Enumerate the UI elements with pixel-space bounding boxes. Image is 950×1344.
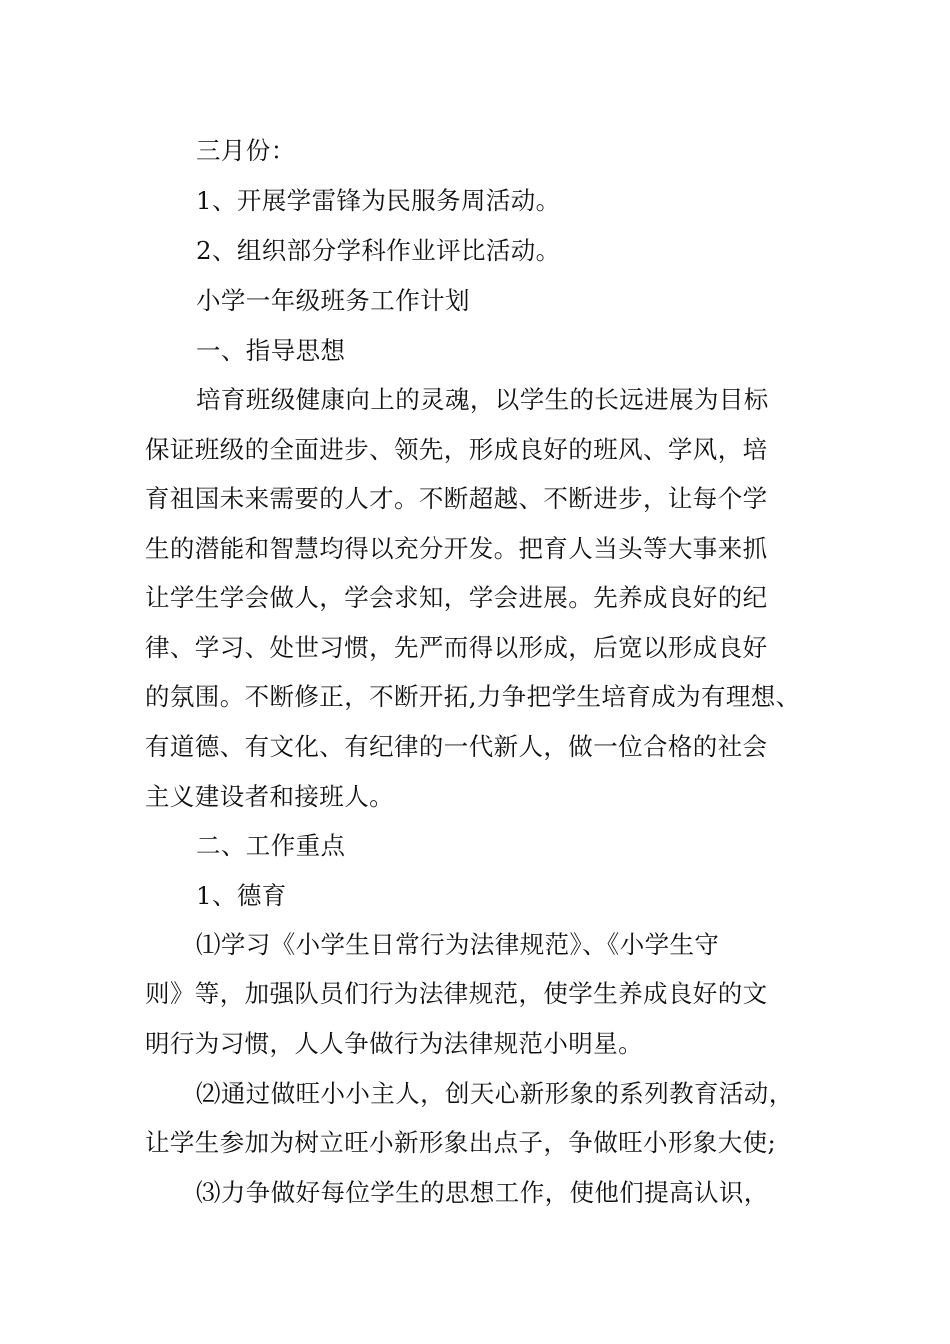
text-line: 让学生参加为树立旺小新形象出点子，争做旺小形象大使; — [145, 1128, 777, 1157]
text-line: 让学生学会做人，学会求知，学会进展。先养成良好的纪 — [145, 583, 768, 612]
text-line: 明行为习惯，人人争做行为法律规范小明星。 — [145, 1029, 643, 1058]
text-line: 培育班级健康向上的灵魂，以学生的长远进展为目标 — [196, 385, 769, 414]
text-line: 保证班级的全面进步、领先，形成良好的班风、学风，培 — [145, 435, 768, 464]
text-line: 一、指导思想 — [196, 336, 346, 365]
text-line: 2、组织部分学科作业评比活动。 — [196, 236, 561, 265]
text-line: 生的潜能和智慧均得以充分开发。把育人当头等大事来抓 — [145, 534, 768, 563]
text-line: 的氛围。不断修正，不断开拓,力争把学生培育成为有理想、 — [145, 682, 801, 711]
text-line: 三月份： — [196, 136, 296, 165]
text-line: 1、德育 — [196, 881, 287, 910]
text-line: ⑵通过做旺小小主人，创天心新形象的系列教育活动， — [196, 1079, 794, 1108]
text-line: 律、学习、处世习惯，先严而得以形成，后宽以形成良好 — [145, 633, 768, 662]
text-line: 1、开展学雷锋为民服务周活动。 — [196, 186, 561, 215]
text-line: ⑴学习《小学生日常行为法律规范》、《小学生守 — [196, 930, 720, 959]
text-line: 则》等，加强队员们行为法律规范，使学生养成良好的文 — [145, 979, 768, 1008]
text-line: 育祖国未来需要的人才。不断超越、不断进步，让每个学 — [145, 484, 768, 513]
text-line: ⑶力争做好每位学生的思想工作，使他们提高认识， — [196, 1178, 769, 1207]
text-line: 有道德、有文化、有纪律的一代新人，做一位合格的社会 — [145, 732, 768, 761]
text-line: 小学一年级班务工作计划 — [196, 286, 470, 315]
text-line: 主义建设者和接班人。 — [145, 782, 394, 811]
text-line: 二、工作重点 — [196, 831, 346, 860]
